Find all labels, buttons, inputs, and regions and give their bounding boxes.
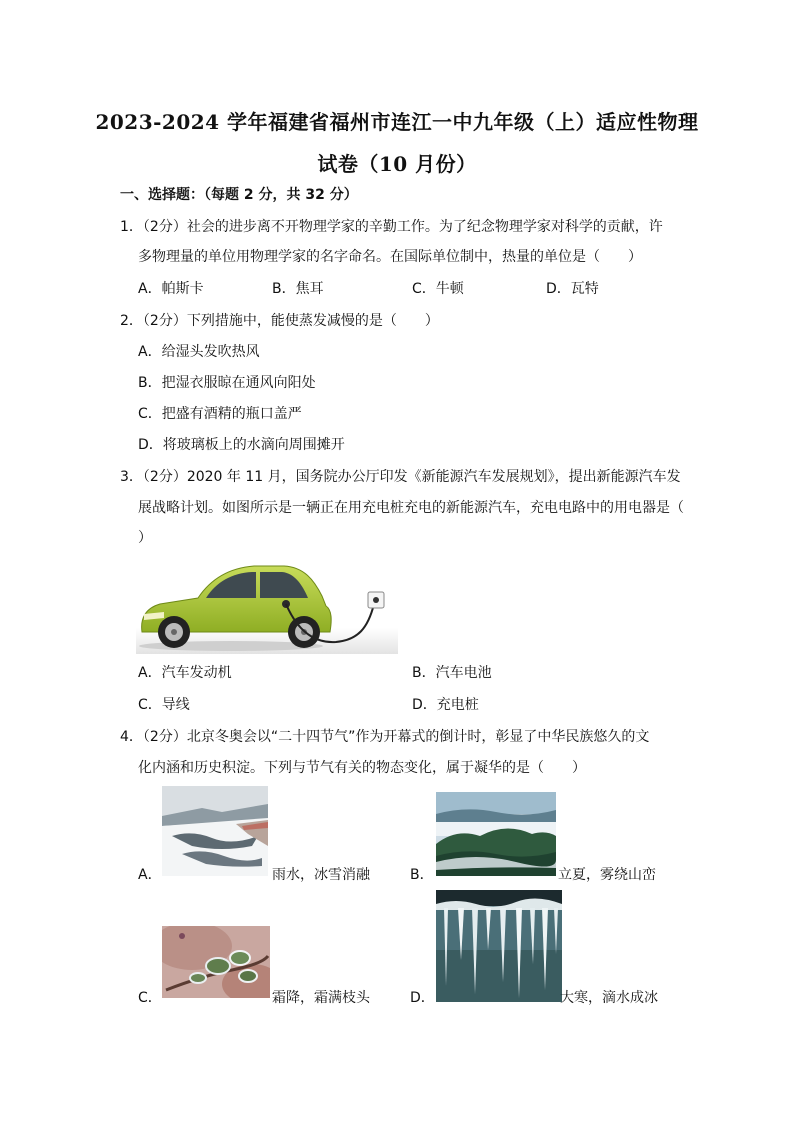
misty-mountains-image <box>436 792 556 876</box>
q4-option-c-caption: 霜降，霜满枝头 <box>272 990 370 1006</box>
q1-option-a: A．帕斯卡 <box>138 281 204 297</box>
q4-option-b-caption: 立夏，雾绕山峦 <box>558 867 656 883</box>
q1-option-d: D．瓦特 <box>546 281 599 297</box>
q4-option-a-letter: A． <box>138 867 162 883</box>
q4-stem-line-1: 4．（2分）北京冬奥会以“二十四节气”作为开幕式的倒计时，彰显了中华民族悠久的文 <box>120 729 650 745</box>
q4-stem-line-2: 化内涵和历史积淀。下列与节气有关的物态变化，属于凝华的是（ ） <box>138 760 586 776</box>
q2-option-c: C．把盛有酒精的瓶口盖严 <box>138 406 302 422</box>
icicles-image <box>436 890 562 1002</box>
q3-stem-line-3: ） <box>138 530 152 546</box>
page-title-line-1: 2023-2024 学年福建省福州市连江一中九年级（上）适应性物理 <box>95 110 699 134</box>
q2-option-d: D．将玻璃板上的水滴向周围摊开 <box>138 437 345 453</box>
q3-stem-line-2: 展战略计划。如图所示是一辆正在用充电桩充电的新能源汽车，充电电路中的用电器是（ <box>138 500 684 516</box>
q2-option-a: A．给湿头发吹热风 <box>138 344 260 360</box>
q3-option-a: A．汽车发动机 <box>138 665 232 681</box>
q4-option-a-caption: 雨水，冰雪消融 <box>272 867 370 883</box>
melting-ice-image <box>162 786 268 876</box>
page-title-line-2: 试卷（10 月份） <box>317 152 477 176</box>
q2-stem: 2．（2分）下列措施中，能使蒸发减慢的是（ ） <box>120 313 439 329</box>
q3-option-b: B．汽车电池 <box>412 665 492 681</box>
q4-option-c-letter: C． <box>138 990 162 1006</box>
q4-option-d-letter: D． <box>410 990 435 1006</box>
q1-stem-line-1: 1．（2分）社会的进步离不开物理学家的辛勤工作。为了纪念物理学家对科学的贡献，许 <box>120 219 663 235</box>
q2-option-b: B．把湿衣服晾在通风向阳处 <box>138 375 316 391</box>
q3-stem-line-1: 3．（2分）2020 年 11 月，国务院办公厅印发《新能源汽车发展规划》，提出新能源汽车发 <box>120 469 681 485</box>
q3-option-c: C．导线 <box>138 697 190 713</box>
q1-stem-line-2: 多物理量的单位用物理学家的名字命名。在国际单位制中，热量的单位是（ ） <box>138 249 642 265</box>
q4-option-b-letter: B． <box>410 867 434 883</box>
q1-option-b: B．焦耳 <box>272 281 324 297</box>
q4-option-d-caption: 大寒，滴水成冰 <box>560 990 658 1006</box>
q3-option-d: D．充电桩 <box>412 697 479 713</box>
q1-option-c: C．牛顿 <box>412 281 464 297</box>
frost-leaves-image <box>162 926 270 998</box>
electric-car-charging-image <box>136 558 398 654</box>
section-heading: 一、选择题：（每题 2 分，共 32 分） <box>120 187 358 203</box>
